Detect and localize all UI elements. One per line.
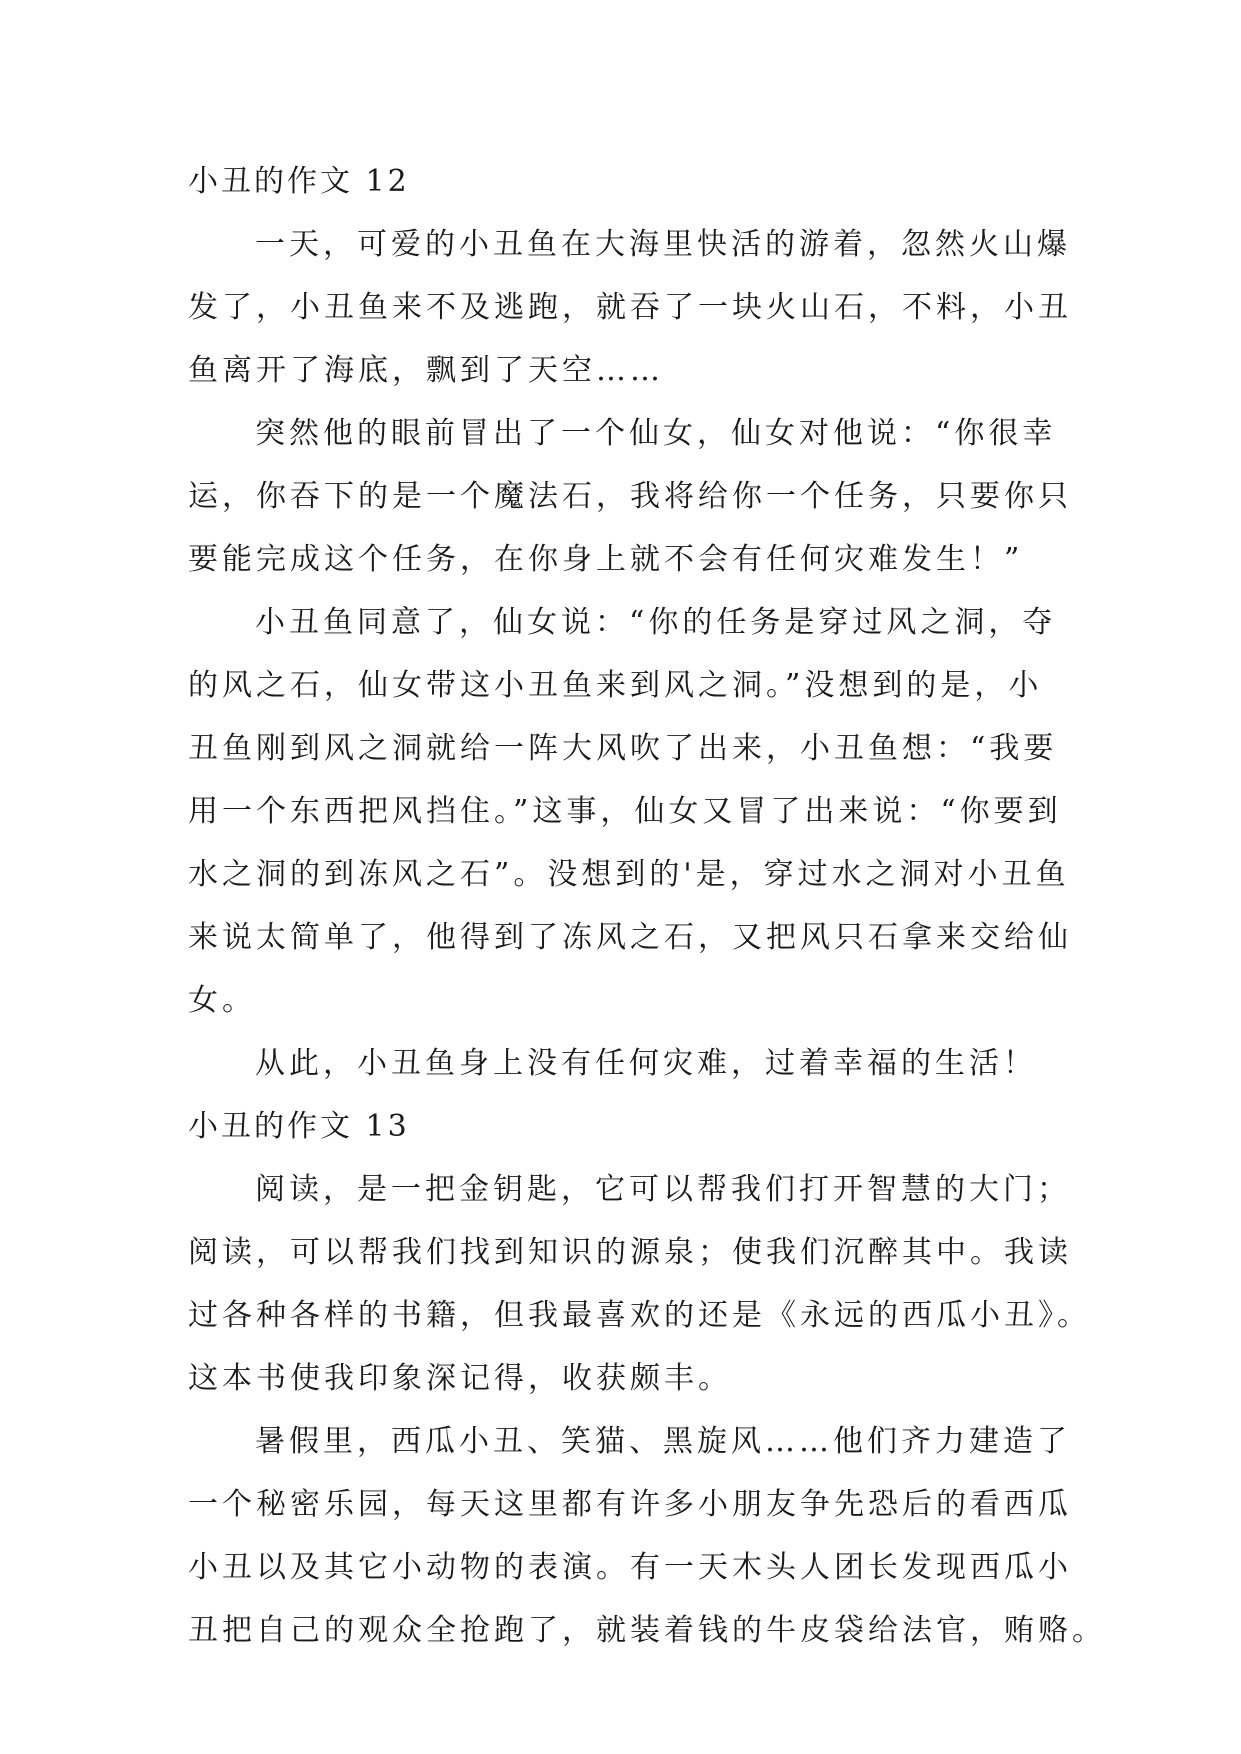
essay-section-12	[188, 150, 1072, 1095]
text-line: 的风之石，仙女带这小丑鱼来到风之洞。”没想到的是，小	[188, 668, 1043, 703]
document-page	[188, 150, 1106, 1662]
paragraph	[188, 1158, 1091, 1410]
text-line: 阅读，是一把金钥匙，它可以帮我们打开智慧的大门；	[255, 1172, 1071, 1207]
text-line: 发了，小丑鱼来不及逃跑，就吞了一块火山石，不料，小丑	[188, 290, 1072, 325]
paragraph	[188, 1032, 1068, 1095]
text-line: 水之洞的到冻风之石”。没想到的'是，穿过水之洞对小丑鱼	[188, 857, 1070, 892]
paragraph	[188, 591, 1072, 1032]
paragraph	[188, 402, 1072, 591]
text-line: 要能完成这个任务，在你身上就不会有任何灾难发生！”	[188, 542, 1024, 577]
text-line: 一天，可爱的小丑鱼在大海里快活的游着，忽然火山爆	[255, 227, 1071, 262]
paragraph	[188, 1410, 1106, 1662]
text-line: 暑假里，西瓜小丑、笑猫、黑旋风……他们齐力建造了	[255, 1424, 1071, 1459]
text-line: 丑鱼刚到风之洞就给一阵大风吹了出来，小丑鱼想：“我要	[188, 731, 1058, 766]
text-line: 运，你吞下的是一个魔法石，我将给你一个任务，只要你只	[188, 479, 1072, 514]
text-line: 阅读，可以帮我们找到知识的源泉；使我们沉醉其中。我读	[188, 1235, 1072, 1270]
section-title: 小丑的作文 13	[188, 1109, 410, 1144]
text-line: 小丑鱼同意了，仙女说：“你的任务是穿过风之洞，夺	[255, 605, 1057, 640]
text-line: 突然他的眼前冒出了一个仙女，仙女对他说：“你很幸	[255, 416, 1057, 451]
text-line: 这本书使我印象深记得，收获颇丰。	[188, 1361, 732, 1396]
text-line: 一个秘密乐园，每天这里都有许多小朋友争先恐后的看西瓜	[188, 1487, 1072, 1522]
text-line: 来说太简单了，他得到了冻风之石，又把风只石拿来交给仙	[188, 920, 1072, 955]
text-line: 小丑以及其它小动物的表演。有一天木头人团长发现西瓜小	[188, 1550, 1072, 1585]
section-title: 小丑的作文 12	[188, 164, 410, 199]
text-line: 丑把自己的观众全抢跑了，就装着钱的牛皮袋给法官，贿赂。	[188, 1613, 1106, 1648]
essay-section-13	[188, 1095, 1106, 1662]
text-line: 用一个东西把风挡住。”这事，仙女又冒了出来说：“你要到	[188, 794, 1062, 829]
text-line: 鱼离开了海底，飘到了天空……	[188, 353, 664, 388]
text-line: 女。	[188, 983, 256, 1018]
paragraph	[188, 213, 1072, 402]
text-line: 从此，小丑鱼身上没有任何灾难，过着幸福的生活！	[255, 1046, 1037, 1081]
text-line: 过各种各样的书籍，但我最喜欢的还是《永远的西瓜小丑》。	[188, 1298, 1091, 1333]
